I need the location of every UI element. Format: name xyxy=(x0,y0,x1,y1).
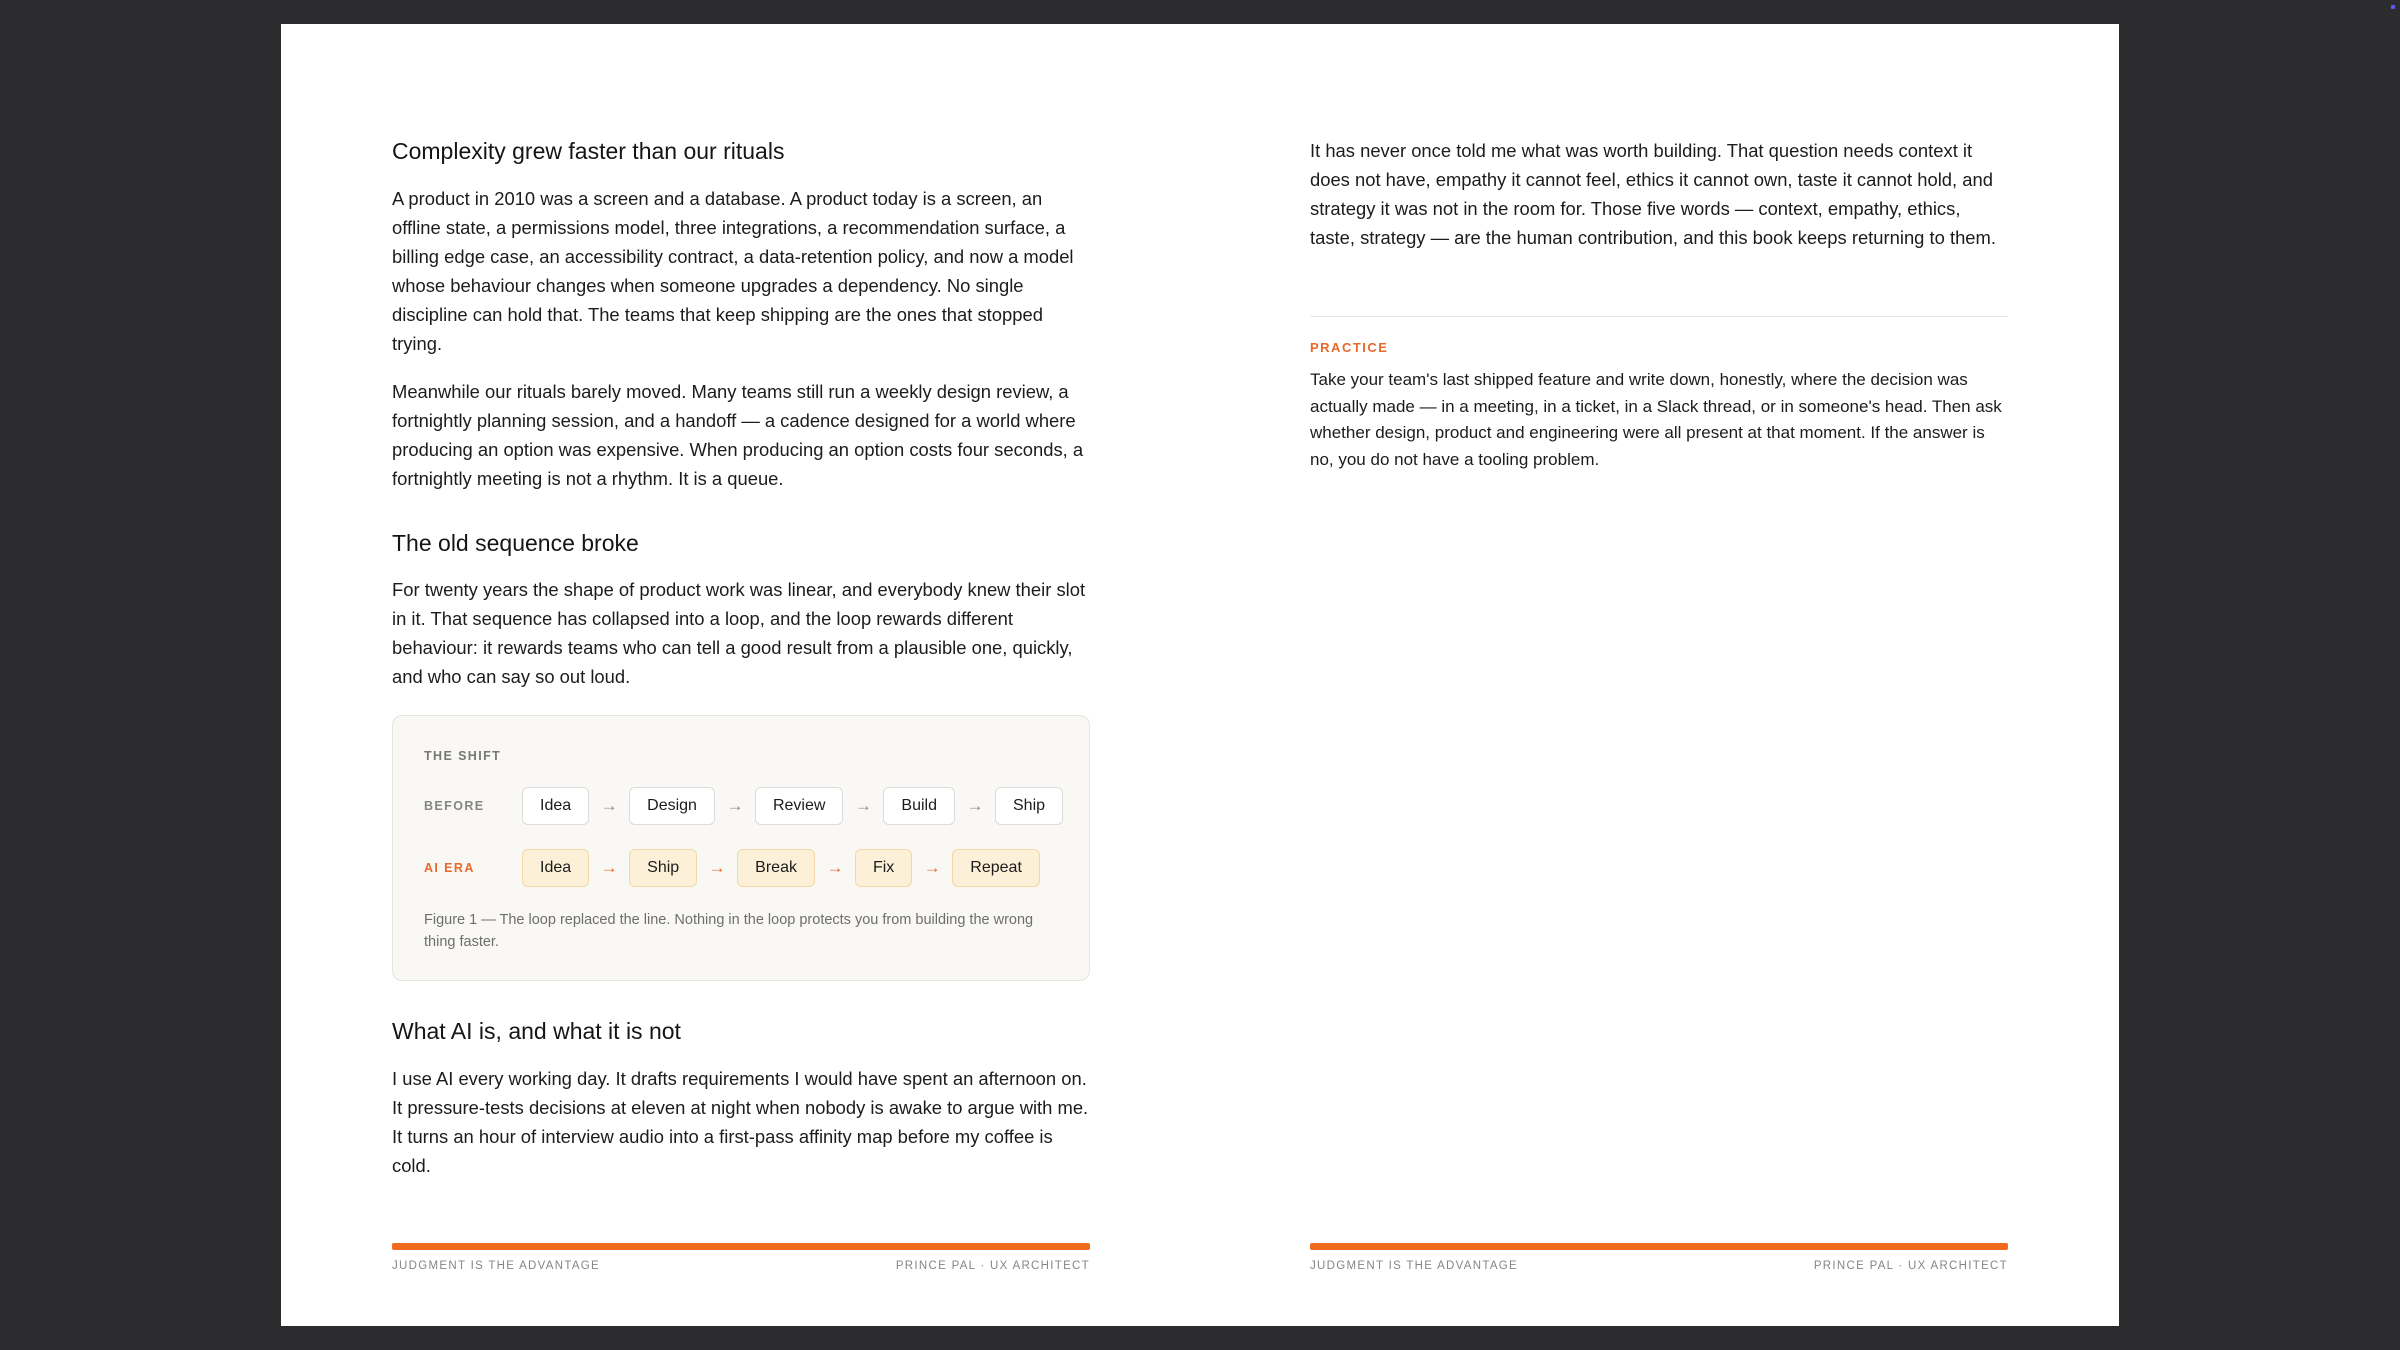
figure-caption: Figure 1 — The loop replaced the line. Nothing in the loop protects you from building the wrong thing faster. xyxy=(424,912,1034,950)
footer-author: PRINCE PAL · UX ARCHITECT xyxy=(895,1260,1090,1272)
section-heading-sequence: The old sequence broke xyxy=(392,530,639,556)
ai-step-break: Break xyxy=(737,849,815,887)
ai-step-ship: Ship xyxy=(629,849,697,887)
section-heading-complexity: Complexity grew faster than our rituals xyxy=(392,138,785,164)
practice-text: Take your team's last shipped feature and write down, honestly, where the decision was actually made — in a meeting, in a ticket, in a Slack thread, or in someone's head. Then ask whether design, product and engineering were all present at that moment. If the answer is no, you do not have a tooling problem. xyxy=(1310,370,2002,470)
before-step-design: Design xyxy=(629,787,715,825)
paragraph-complexity-1: A product in 2010 was a screen and a database. A product today is a screen, an offline state, a permissions model, three integrations, a recommendation surface, a billing edge case, an accessibility contract, a data-retention policy, and now a model whose behaviour changes when someone upgrades a dependency. No single discipline can hold that. The teams that keep shipping are the ones that stopped trying. xyxy=(392,188,1074,354)
before-step-review: Review xyxy=(755,787,843,825)
section-heading-ai: What AI is, and what it is not xyxy=(392,1018,681,1044)
arrow-right-icon: → xyxy=(826,858,844,877)
shift-figure xyxy=(392,715,1090,981)
practice-label: PRACTICE xyxy=(1310,340,1389,355)
arrow-right-icon: → xyxy=(966,796,984,815)
arrow-right-icon: → xyxy=(600,796,618,815)
corner-indicator xyxy=(2391,5,2395,9)
paragraph-sequence-1: For twenty years the shape of product work was linear, and everybody knew their slot in it. That sequence has collapsed into a loop, and the loop rewards different behaviour: it rewards teams who can tell a good result from a plausible one, quickly, and who can say so out loud. xyxy=(392,579,1086,687)
footer-book-title: JUDGMENT IS THE ADVANTAGE xyxy=(1310,1260,1519,1272)
paragraph-human-contribution: It has never once told me what was worth building. That question needs context it does not have, empathy it cannot feel, ethics it cannot own, taste it cannot hold, and strategy it was not in the room for. Those five words — context, empathy, ethics, taste, strategy — are the human contribution, and this book keeps returning to them. xyxy=(1310,140,1996,248)
ai-step-idea: Idea xyxy=(522,849,589,887)
before-row xyxy=(424,787,1063,825)
ai-step-repeat: Repeat xyxy=(952,849,1040,887)
before-step-ship: Ship xyxy=(995,787,1063,825)
footer-accent-bar xyxy=(1310,1243,2008,1250)
ai-step-fix: Fix xyxy=(855,849,912,887)
before-label: BEFORE xyxy=(424,799,485,813)
footer-book-title: JUDGMENT IS THE ADVANTAGE xyxy=(392,1260,601,1272)
arrow-right-icon: → xyxy=(726,796,744,815)
ai-era-row xyxy=(424,849,1040,887)
book-spread xyxy=(281,24,2119,1326)
before-step-idea: Idea xyxy=(522,787,589,825)
footer-author: PRINCE PAL · UX ARCHITECT xyxy=(1813,1260,2008,1272)
ai-era-label: AI ERA xyxy=(424,861,475,875)
arrow-right-icon: → xyxy=(923,858,941,877)
section-divider xyxy=(1310,316,2008,317)
paragraph-complexity-2: Meanwhile our rituals barely moved. Many teams still run a weekly design review, a fortnightly planning session, and a handoff — a cadence designed for a world where producing an option was expensive. When producing an option costs four seconds, a fortnightly meeting is not a rhythm. It is a queue. xyxy=(392,381,1084,489)
arrow-right-icon: → xyxy=(854,796,872,815)
paragraph-ai-1: I use AI every working day. It drafts requirements I would have spent an afternoon on. It pressure-tests decisions at eleven at night when nobody is awake to argue with me. It turns an hour of interview audio into a first-pass affinity map before my coffee is cold. xyxy=(392,1068,1089,1176)
before-step-build: Build xyxy=(883,787,955,825)
arrow-right-icon: → xyxy=(708,858,726,877)
figure-label: THE SHIFT xyxy=(424,749,502,763)
arrow-right-icon: → xyxy=(600,858,618,877)
footer-accent-bar xyxy=(392,1243,1090,1250)
